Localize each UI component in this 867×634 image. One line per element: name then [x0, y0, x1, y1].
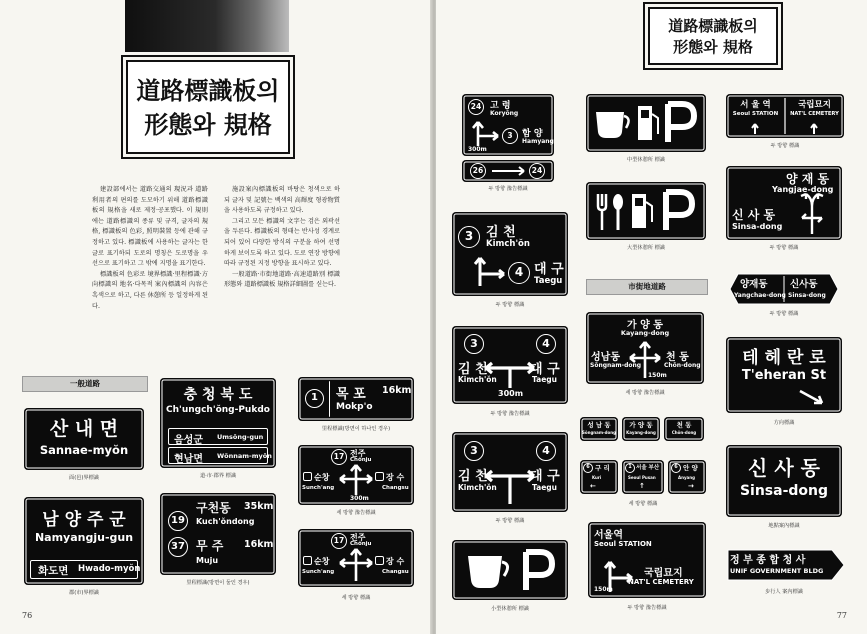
page-number-right: 77: [836, 611, 847, 620]
arrow-up-icon: ↑: [639, 482, 645, 490]
sign-distance: 16km: [382, 385, 412, 396]
sign-korean-text: 가 양 동: [627, 320, 663, 331]
sign-roman-text: Namyangju-gun: [34, 531, 134, 544]
sign-caption: 小型休憩所 標識: [491, 606, 529, 612]
sign-small-seongnam: [580, 417, 618, 441]
sign-roman-text: Sinsa-dong: [739, 483, 829, 499]
sign-roman-text: Chŏn-dong: [664, 362, 701, 369]
route-number-badge: 17: [331, 449, 347, 465]
route-number-badge: 24: [529, 163, 545, 179]
sign-roman-text: Taegu: [532, 375, 558, 384]
sign-korean-text: 전주: [350, 533, 366, 542]
route-number-badge: 24: [468, 99, 484, 115]
sign-korean-text: 구천동: [196, 501, 231, 515]
route-number-badge: 37: [168, 537, 188, 557]
sign-korean-text: 국립묘지: [644, 568, 683, 579]
sign-korean-text: 대 구: [530, 362, 560, 377]
body-paragraph: 그리고 모든 標識의 文字는 검은 외곽선을 두른다. 標識板의 형태는 반사성 경계로 되어 있어 다양한 방식의 구분을 하여 선명하게 보이도록 하고 있다. 도로 연장 방향에 따라 규정된 지정 방향을 표시하고 있다.: [224, 217, 340, 268]
sign-goryeong-hamyang: [462, 94, 554, 156]
sign-korean-text: 성 남 동: [587, 421, 611, 429]
sign-route-strip: [462, 160, 554, 182]
route-number-badge: 3: [464, 441, 484, 461]
sign-small-chondong: [664, 417, 704, 441]
title-line-1: 道路標識板의: [136, 76, 280, 105]
sign-roman-text: Koryŏng: [490, 110, 519, 117]
divider: [329, 381, 331, 417]
route-number-badge: 19: [168, 511, 188, 531]
sign-caption: 里程標識(방면이 둘인 경우): [186, 580, 250, 586]
arrow-left-icon: ←: [590, 482, 596, 490]
sign-korean-text: 남 양 주 군: [42, 510, 126, 530]
sign-roman-text: Yangjae-dong: [772, 185, 834, 194]
sign-roman-text: Kuri: [592, 475, 602, 480]
sign-caption: 道·市·郡界 標識: [199, 473, 237, 479]
sign-gimcheon-daegu-3: [452, 432, 568, 512]
sign-rest-area-large: [586, 182, 706, 240]
sign-korean-text: 현남면: [174, 454, 203, 465]
sign-korean-text: 국립묘지: [798, 100, 831, 110]
sign-roman-text: Sunch'ang: [302, 569, 335, 575]
sign-roman-text: Anyang: [678, 475, 695, 480]
sign-roman-text: Ch'ungch'ŏng-Pukdo: [166, 405, 270, 415]
sign-korean-text: 무 주: [196, 539, 224, 553]
sign-roman-text: Sinsa-dong: [788, 292, 826, 299]
sign-caption: 面(邑)界標識: [69, 475, 99, 481]
sign-roman-text: NAT'L CEMETERY: [790, 111, 839, 117]
sign-korean-text: 서울 부산: [636, 465, 660, 471]
sign-korean-text: 대 구: [530, 469, 560, 484]
sign-korean-text: 테 헤 란 로: [742, 348, 826, 368]
sign-distance: 150m: [594, 586, 613, 593]
sign-roman-text: Muju: [196, 556, 219, 565]
sign-roman-text: Chŏn-dong: [671, 430, 697, 435]
route-box: [375, 472, 384, 481]
sign-caption: 地點案內標識: [768, 523, 800, 529]
sign-korean-text: 전주: [350, 449, 366, 458]
sign-seoul-station-cemetery: [726, 94, 844, 138]
sign-korean-text: 산 내 면: [49, 418, 119, 440]
sign-roman-text: T'eheran St: [741, 368, 827, 383]
sign-caption: 세 방향 標識: [628, 501, 658, 507]
sign-roman-text: Seoul STATION: [594, 540, 652, 548]
section-label-urban-road: 市街地道路: [586, 279, 708, 295]
sign-jeonju-advance: [298, 445, 414, 505]
route-number-badge: 26: [470, 163, 486, 179]
sign-roman-text: Sinsa-dong: [732, 222, 783, 231]
route-number-badge: 4: [536, 334, 556, 354]
sign-small-kayang: [622, 417, 660, 441]
sign-korean-text: 순창: [314, 557, 330, 566]
sign-small-kuri: [580, 460, 618, 494]
sign-korean-text: 양재동: [740, 279, 768, 290]
sign-roman-text: Seoul STATION: [732, 111, 779, 117]
route-box: [303, 472, 312, 481]
title-line-2: 形態와 規格: [673, 38, 753, 56]
sign-caption: 里程標識(방면이 하나인 경우): [321, 426, 391, 432]
sign-korean-text: 천 동: [666, 352, 689, 363]
sign-roman-text: Chŏnju: [350, 541, 372, 547]
sign-korean-text: 서울역: [594, 530, 623, 541]
sign-korean-text: 양 재 동: [786, 172, 830, 186]
sign-rest-area-medium: [586, 94, 706, 152]
sign-roman-text: Yangchae-dong: [734, 292, 786, 299]
sign-roman-text: Kimch'ŏn: [486, 239, 530, 249]
sign-caption: 두 방향 標識: [495, 302, 525, 308]
sign-korean-text: 음성군: [174, 435, 203, 446]
sign-roman-text: Mokp'o: [336, 402, 373, 412]
sign-roman-text: Wŏnnam-myŏn: [217, 452, 272, 460]
sign-korean-text: 김 천: [486, 225, 516, 240]
route-number-badge: 1: [305, 389, 324, 408]
sign-gimcheon-daegu-advance: [452, 326, 568, 404]
sign-korean-text: 순창: [314, 473, 330, 482]
sign-korean-text: 김 천: [458, 469, 488, 484]
sign-roman-text: Sunch'ang: [302, 485, 335, 491]
sign-roman-text: Kayang-dong: [620, 329, 670, 337]
sign-roman-text: NAT'L CEMETERY: [628, 578, 694, 586]
sign-korean-text: 가 양 동: [629, 421, 653, 429]
sign-roman-text: Hamyang: [522, 138, 554, 145]
route-number-badge: 17: [331, 533, 347, 549]
sign-guchondong-muju: [160, 493, 276, 575]
route-number-badge: 1: [625, 463, 635, 473]
sign-korean-text: 충 청 북 도: [183, 387, 253, 403]
sign-gimcheon-daegu: [452, 212, 568, 296]
sign-mokpo: [298, 377, 414, 421]
sign-caption: 中型休憩所 標識: [627, 157, 665, 163]
sign-korean-text: 안 양: [683, 464, 698, 472]
sign-roman-text: Umsŏng-gun: [217, 433, 264, 441]
sign-caption: 方向標識: [773, 420, 795, 426]
sign-roman-text: Kayang-dong: [626, 430, 656, 435]
sign-korean-text: 장 수: [386, 473, 405, 482]
sign-sinsa-dong: [726, 445, 842, 517]
route-box: [303, 556, 312, 565]
sign-roman-text: Hwado-myŏn: [78, 564, 141, 574]
route-number-badge: 3: [502, 128, 518, 144]
sign-sannae-myeon: [24, 408, 144, 470]
sign-roman-text: Sŏngnam-dong: [590, 362, 642, 369]
sign-korean-text: 고 령: [490, 101, 511, 111]
sign-distance: 300m: [350, 495, 369, 502]
sign-korean-text: 대 구: [534, 262, 564, 277]
sign-caption: 大型休憩所 標識: [627, 245, 665, 251]
arrow-right-icon: →: [688, 482, 694, 490]
sign-roman-text: Kimch'ŏn: [458, 483, 497, 492]
sign-korean-text: 신 사 동: [732, 208, 776, 222]
sign-korean-text: 구 리: [595, 464, 610, 472]
sign-rest-area-small: [452, 540, 568, 600]
sign-caption: 步行人 案內標識: [765, 589, 803, 595]
sign-caption: 두 방향 豫告標識: [488, 186, 528, 192]
section-label-general-road: 一般道路: [22, 376, 148, 392]
sign-roman-text: Kimch'ŏn: [458, 375, 497, 384]
route-number-badge: 4: [536, 441, 556, 461]
sign-korean-text: 목 포: [336, 387, 366, 402]
sign-roman-text: Sŏngnam-dong: [581, 430, 617, 435]
header-photo: [125, 0, 289, 52]
sign-roman-text: Sannae-myŏn: [39, 443, 129, 457]
page-title-left: [126, 60, 290, 154]
route-number-badge: 6: [583, 463, 593, 473]
page-number-left: 76: [22, 611, 33, 620]
right-page: [436, 0, 867, 634]
sign-caption: 두 방향 標識: [769, 245, 799, 251]
sign-namyangju-gun: [24, 497, 144, 585]
sign-roman-text: Taegu: [534, 276, 563, 286]
sign-roman-text: UNIF GOVERNMENT BLDG: [730, 567, 824, 575]
sign-caption: 두 방향 豫告標識: [627, 605, 667, 611]
cup-parking-icons: [452, 540, 568, 600]
sign-teheran-st: [726, 337, 842, 413]
sign-caption: 郡(市)界標識: [69, 590, 99, 596]
sign-chungcheongbuk-do: [160, 378, 276, 468]
sign-korean-text: 화도면: [38, 565, 69, 577]
sign-roman-text: Changsu: [382, 569, 409, 575]
sign-caption: 두 방향 豫告標識: [490, 411, 530, 417]
sign-caption: 세 방향 標識: [341, 595, 371, 601]
body-paragraph: 標識板의 色彩로 境界標識·里程標識·方向標識의 地名·다목적 案內標識의 內容은 흑색으로 하고, 다른 休憩所 등 일정하게 된다.: [92, 270, 209, 310]
sign-distance: 35km: [244, 501, 274, 512]
sign-korean-text: 성남동: [591, 352, 620, 363]
sign-distance: 16km: [244, 539, 274, 550]
sign-seoul-station-advance: [588, 522, 706, 598]
sign-yangjae-sinsa: [726, 166, 842, 240]
sign-roman-text: Taegu: [532, 483, 558, 492]
sign-distance: 300m: [468, 146, 487, 153]
sign-roman-text: Chŏnju: [350, 457, 372, 463]
route-number-badge: 6: [671, 463, 681, 473]
sign-caption: 두 방향 標識: [770, 143, 800, 149]
body-paragraph: 建設部에서는 道路交通의 現況과 道路利用者의 편의를 도모하기 위해 道路標識板의 規格을 새로 제정·공포했다. 이 規則에는 道路標識의 종류 및 규격, 글자의 規格, 標識板의 色彩, 照明裝置 등에 관해 규정하고 있다. 標識板에 사용하는 글자는 한글로 표기하되 도로의 명칭은 도로명을 우선으로 표기하고 그 밖에 지명을 표기한다.: [92, 186, 208, 268]
sign-korean-text: 신사동: [790, 279, 818, 290]
cup-fuel-parking-icons: [586, 94, 706, 152]
sign-korean-text: 천 동: [676, 421, 692, 429]
sign-korean-text: 서 울 역: [740, 100, 771, 110]
sign-caption: 두 방향 標識: [495, 518, 525, 524]
sign-korean-text: 장 수: [386, 557, 405, 566]
fork-spoon-fuel-parking-icons: [586, 182, 706, 240]
sign-small-anyang: [668, 460, 706, 494]
sign-korean-text: 정 부 종 합 청 사: [730, 555, 806, 566]
sign-kayang-dong: [586, 312, 704, 384]
sign-jeonju: [298, 529, 414, 587]
sign-korean-text: 신 사 동: [748, 456, 820, 480]
sign-roman-text: Seoul Pusan: [628, 475, 656, 480]
title-line-1: 道路標識板의: [668, 17, 758, 35]
body-paragraph: 一般道路·市街地道路·高速道路別 標識形態와 道路標識板 規格詳細圖를 싣는다.: [224, 270, 340, 289]
sign-distance: 150m: [648, 372, 667, 379]
route-number-badge: 3: [464, 334, 484, 354]
sign-korean-text: 김 천: [458, 362, 488, 377]
route-number-badge: 4: [508, 262, 530, 284]
route-box: [375, 556, 384, 565]
sign-korean-text: 함 양: [522, 129, 543, 139]
sign-roman-text: Changsu: [382, 485, 409, 491]
body-column-2: [224, 185, 340, 291]
body-paragraph: 施設案內標識板의 바탕은 청색으로 하되 글자 및 記號는 백색의 高輝度 형광物質을 사용하도록 규정하고 있다.: [224, 186, 340, 215]
title-line-2: 形態와 規格: [144, 110, 272, 139]
body-column-1: [92, 185, 208, 312]
sign-roman-text: Kuch'ŏndong: [196, 517, 255, 526]
route-number-badge: 3: [458, 226, 480, 248]
page-title-right: [648, 7, 778, 65]
sign-small-seoul-pusan: [622, 460, 664, 494]
left-page: [0, 0, 432, 634]
sign-distance: 300m: [498, 389, 524, 398]
sign-caption: 세 방향 豫告標識: [625, 390, 665, 396]
sign-caption: 두 방향 標識: [769, 311, 799, 317]
sign-caption: 세 방향 豫告標識: [336, 510, 376, 516]
